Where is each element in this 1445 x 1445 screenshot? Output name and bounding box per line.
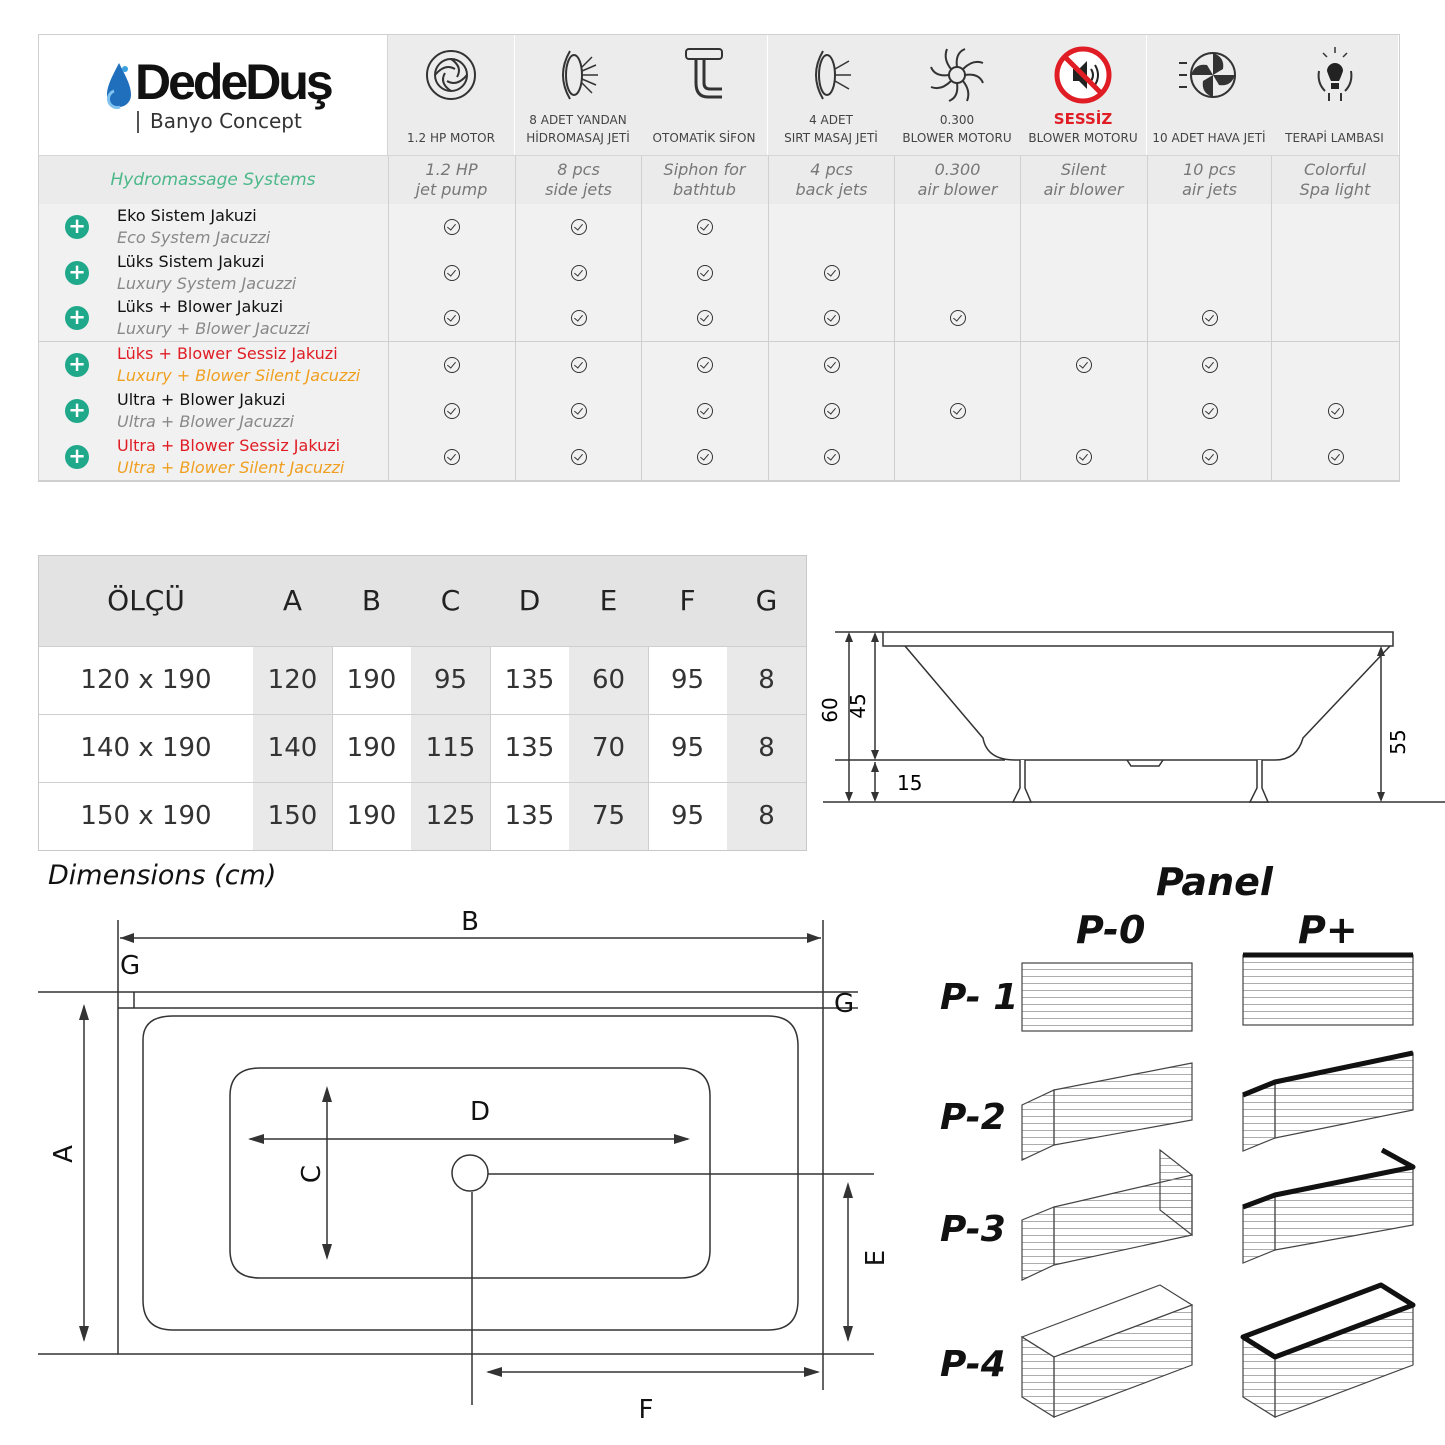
feature-table [38, 34, 1400, 482]
size-table [38, 555, 807, 851]
product-row [39, 204, 1399, 251]
feature-header-8: TERAPİ LAMBASI [1271, 35, 1399, 155]
panel-row-p3: P-3 [940, 1209, 1006, 1250]
panel-drawings [1010, 945, 1430, 1425]
product-row [39, 250, 1399, 297]
feature-en-label-8: Colorful Spa light [1271, 156, 1398, 204]
feature-cell [388, 388, 515, 434]
feature-cell [768, 295, 895, 341]
size-header-cell: F [648, 556, 728, 646]
side-view-drawing [815, 620, 1445, 820]
feature-cell [515, 204, 642, 250]
product-name-tr: Ultra + Blower Jakuzi [117, 390, 286, 409]
panel-row-p2: P-2 [940, 1097, 1006, 1138]
product-row [39, 295, 1399, 342]
check-icon [1328, 449, 1344, 465]
feature-cell [515, 342, 642, 388]
side-height-45: 45 [846, 693, 870, 719]
feature-cell [1020, 250, 1147, 296]
expand-plus-icon[interactable]: + [65, 399, 89, 423]
feature-en-label-3: Siphon for bathtub [641, 156, 767, 204]
size-cell: 8 [727, 782, 806, 850]
feature-en-label-6: Silent air blower [1020, 156, 1146, 204]
feature-cell [1020, 295, 1147, 341]
plan-label-g-left: G [120, 951, 141, 981]
feature-cell [388, 434, 515, 480]
feature-cell [641, 295, 768, 341]
air-jet-icon [1177, 43, 1241, 107]
size-cell: 150 x 190 [39, 782, 254, 850]
side-height-60: 60 [818, 697, 842, 723]
check-icon [824, 357, 840, 373]
size-header-cell: B [332, 556, 412, 646]
size-cell: 140 x 190 [39, 714, 254, 782]
expand-plus-icon[interactable]: + [65, 353, 89, 377]
check-icon [697, 357, 713, 373]
feature-header-5: 0.300 BLOWER MOTORU [894, 35, 1021, 155]
check-icon [824, 310, 840, 326]
product-name-en: Luxury + Blower Jacuzzi [117, 319, 310, 338]
feature-cell [1020, 434, 1147, 480]
check-icon [444, 219, 460, 235]
feature-cell [1271, 342, 1399, 388]
feature-en-label-7: 10 pcs air jets [1147, 156, 1271, 204]
product-name-tr: Lüks + Blower Sessiz Jakuzi [117, 344, 338, 363]
feature-cell [1147, 204, 1272, 250]
product-row [39, 434, 1399, 481]
check-icon [824, 449, 840, 465]
feature-header-7: 10 ADET HAVA JETİ [1147, 35, 1272, 155]
feature-cell [894, 250, 1021, 296]
side-jet-icon [546, 43, 610, 107]
product-name-tr: Lüks Sistem Jakuzi [117, 252, 265, 271]
feature-cell [1271, 388, 1399, 434]
expand-plus-icon[interactable]: + [65, 215, 89, 239]
check-icon [697, 265, 713, 281]
feature-header-1: 1.2 HP MOTOR [388, 35, 515, 155]
feature-cell [641, 434, 768, 480]
feature-cell [515, 295, 642, 341]
plan-label-b: B [461, 907, 479, 937]
feature-cell [1271, 250, 1399, 296]
plan-label-g-right: G [834, 989, 855, 1019]
size-cell: 120 [253, 646, 333, 714]
product-name-en: Luxury + Blower Silent Jacuzzi [117, 366, 361, 385]
plan-label-d: D [469, 1097, 491, 1127]
plan-label-f: F [638, 1395, 654, 1425]
product-name-tr: Ultra + Blower Sessiz Jakuzi [117, 436, 341, 455]
check-icon [444, 357, 460, 373]
size-cell: 95 [648, 646, 728, 714]
feature-cell [388, 342, 515, 388]
product-row [39, 388, 1399, 435]
feature-cell [515, 434, 642, 480]
brand-name: DedeDuş [135, 54, 331, 110]
check-icon [824, 403, 840, 419]
feature-subheader-row [39, 155, 1399, 205]
feature-en-label-5: 0.300 air blower [894, 156, 1020, 204]
plan-label-c: C [297, 1164, 327, 1184]
check-icon [571, 219, 587, 235]
feature-cell [894, 342, 1021, 388]
blower-icon [925, 43, 989, 107]
size-cell: 70 [569, 714, 649, 782]
feature-header-4: 4 ADET SIRT MASAJ JETİ [768, 35, 895, 155]
expand-plus-icon[interactable]: + [65, 261, 89, 285]
check-icon [1202, 357, 1218, 373]
check-icon [571, 449, 587, 465]
water-drop-icon [105, 61, 133, 117]
size-cell: 95 [648, 714, 728, 782]
feature-en-label-4: 4 pcs back jets [768, 156, 894, 204]
check-icon [571, 310, 587, 326]
size-cell: 95 [648, 782, 728, 850]
size-cell: 125 [411, 782, 491, 850]
check-icon [571, 265, 587, 281]
feature-cell [515, 250, 642, 296]
feature-header-2: 8 ADET YANDAN HİDROMASAJ JETİ [515, 35, 642, 155]
size-header-cell: A [253, 556, 333, 646]
size-header-cell: E [569, 556, 649, 646]
product-name-en: Ultra + Blower Silent Jacuzzi [117, 458, 345, 477]
feature-cell [1147, 342, 1272, 388]
motor-icon [419, 43, 483, 107]
check-icon [1202, 449, 1218, 465]
size-cell: 140 [253, 714, 333, 782]
feature-cell [641, 388, 768, 434]
feature-cell [388, 204, 515, 250]
size-header-cell: D [490, 556, 570, 646]
check-icon [444, 449, 460, 465]
feature-cell [1147, 250, 1272, 296]
brand-logo [39, 35, 388, 155]
size-cell: 75 [569, 782, 649, 850]
check-icon [571, 403, 587, 419]
check-icon [697, 310, 713, 326]
feature-cell [641, 250, 768, 296]
size-cell: 190 [332, 646, 412, 714]
product-row [39, 342, 1399, 389]
product-name-en: Ultra + Blower Jacuzzi [117, 412, 294, 431]
size-cell: 8 [727, 646, 806, 714]
feature-cell [641, 342, 768, 388]
feature-cell [1020, 204, 1147, 250]
silent-icon [1051, 43, 1115, 107]
brand-tagline: Banyo Concept [150, 109, 302, 133]
feature-cell [1020, 388, 1147, 434]
size-cell: 135 [490, 714, 570, 782]
size-cell: 60 [569, 646, 649, 714]
check-icon [1076, 449, 1092, 465]
feature-cell [894, 388, 1021, 434]
back-jet-icon [799, 43, 863, 107]
check-icon [571, 357, 587, 373]
feature-cell [1271, 295, 1399, 341]
check-icon [1202, 403, 1218, 419]
feature-cell [894, 204, 1021, 250]
feature-cell [1271, 434, 1399, 480]
expand-plus-icon[interactable]: + [65, 445, 89, 469]
feature-cell [768, 342, 895, 388]
product-name-en: Luxury System Jacuzzi [117, 274, 297, 293]
panel-row-p1: P- 1 [940, 977, 1019, 1018]
section-title: Hydromassage Systems [110, 170, 316, 190]
feature-cell [894, 295, 1021, 341]
plan-label-a: A [49, 1145, 79, 1163]
dimensions-caption: Dimensions (cm) [48, 860, 277, 891]
size-header-cell: ÖLÇÜ [39, 556, 254, 646]
feature-cell [388, 250, 515, 296]
check-icon [697, 403, 713, 419]
size-header-cell: G [727, 556, 806, 646]
check-icon [444, 310, 460, 326]
check-icon [950, 403, 966, 419]
check-icon [1076, 357, 1092, 373]
feature-cell [1147, 434, 1272, 480]
feature-en-label-1: 1.2 HP jet pump [388, 156, 514, 204]
feature-cell [388, 295, 515, 341]
panel-row-p4: P-4 [940, 1344, 1006, 1385]
expand-plus-icon[interactable]: + [65, 306, 89, 330]
check-icon [1328, 403, 1344, 419]
size-cell: 135 [490, 646, 570, 714]
side-leg-height: 15 [897, 771, 923, 795]
check-icon [697, 219, 713, 235]
feature-cell [768, 388, 895, 434]
plan-label-e: E [861, 1249, 891, 1267]
check-icon [697, 449, 713, 465]
plan-view-drawing [38, 900, 898, 1430]
feature-cell [768, 204, 895, 250]
product-name-tr: Lüks + Blower Jakuzi [117, 297, 284, 316]
size-cell: 115 [411, 714, 491, 782]
panel-p1-plain [1022, 963, 1192, 1031]
size-header-cell: C [411, 556, 491, 646]
feature-cell [894, 434, 1021, 480]
check-icon [444, 403, 460, 419]
check-icon [444, 265, 460, 281]
feature-en-label-2: 8 pcs side jets [515, 156, 641, 204]
side-right-height: 55 [1386, 729, 1410, 755]
feature-cell [1147, 295, 1272, 341]
size-cell: 190 [332, 714, 412, 782]
feature-header-3: OTOMATİK SİFON [641, 35, 768, 155]
check-icon [824, 265, 840, 281]
feature-cell [768, 250, 895, 296]
check-icon [1202, 310, 1218, 326]
feature-cell [515, 388, 642, 434]
panel-title: Panel [1156, 860, 1273, 904]
size-cell: 8 [727, 714, 806, 782]
size-cell: 135 [490, 782, 570, 850]
feature-highlight: SESSİZ [1053, 110, 1113, 128]
panel-col-pplus: P+ [1298, 908, 1358, 952]
check-icon [950, 310, 966, 326]
size-cell: 120 x 190 [39, 646, 254, 714]
product-name-en: Eco System Jacuzzi [117, 228, 271, 247]
panel-col-p0: P-0 [1076, 908, 1146, 952]
feature-cell [768, 434, 895, 480]
lamp-icon [1303, 43, 1367, 107]
feature-header-6: SESSİZ BLOWER MOTORU [1020, 35, 1147, 155]
panel-p1-plus [1243, 955, 1413, 1025]
feature-cell [1147, 388, 1272, 434]
feature-cell [1271, 204, 1399, 250]
size-cell: 190 [332, 782, 412, 850]
feature-cell [641, 204, 768, 250]
size-cell: 95 [411, 646, 491, 714]
siphon-icon [672, 43, 736, 107]
size-cell: 150 [253, 782, 333, 850]
product-name-tr: Eko Sistem Jakuzi [117, 206, 257, 225]
feature-cell [1020, 342, 1147, 388]
